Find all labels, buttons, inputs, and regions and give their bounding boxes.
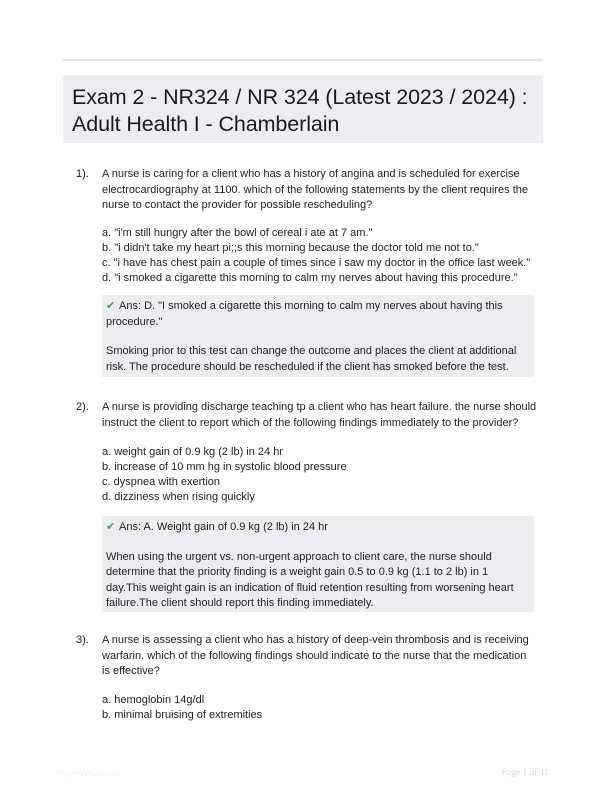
check-icon: ✔ <box>106 521 116 533</box>
question-number: 1). <box>76 168 89 180</box>
option-a: a. weight gain of 0.9 kg (2 lb) in 24 hr <box>102 446 283 458</box>
answer-text: Ans: D. "I smoked a cigarette this morning to calm my nerves about having this procedure." <box>106 300 503 328</box>
answer-text: Ans: A. Weight gain of 0.9 kg (2 lb) in 24 hr <box>119 521 328 533</box>
page-title: Exam 2 - NR324 / NR 324 (Latest 2023 / 2024) : Adult Health I - Chamberlain <box>72 85 528 136</box>
option-c: c. dyspnea with exertion <box>102 476 221 488</box>
question-number: 3). <box>76 634 89 646</box>
page-number: Page 1 of 11 <box>501 768 549 778</box>
answer-line <box>106 299 530 330</box>
question-number: 2). <box>76 401 89 413</box>
top-divider <box>63 59 543 61</box>
answer-line <box>106 520 530 536</box>
answer-box <box>102 295 534 377</box>
option-d: d. dizziness when rising quickly <box>102 491 255 503</box>
option-d: d. "i smoked a cigarette this morning to calm my nerves about having this procedure." <box>102 272 518 284</box>
answer-box <box>102 516 534 612</box>
option-list <box>102 226 542 286</box>
watermark: PaperWhiz.com <box>57 768 117 778</box>
check-icon: ✔ <box>106 300 116 312</box>
option-a: a. "i'm still hungry after the bowl of cereal i ate at 7 am." <box>102 227 373 239</box>
title-box <box>63 75 543 143</box>
answer-explanation: Smoking prior to this test can change the outcome and places the client at additional risk. The procedure should be rescheduled if the client has smoked before the test. <box>106 345 517 373</box>
option-b: b. minimal bruising of extremities <box>102 709 263 721</box>
option-a: a. hemoglobin 14g/dl <box>102 694 205 706</box>
question-text: A nurse is providing discharge teaching tp a client who has heart failure. the nurse should instruct the client to report which of the following findings immediately to the provider? <box>102 401 537 429</box>
option-list <box>102 693 542 723</box>
option-b: b. increase of 10 mm hg in systolic blood pressure <box>102 461 347 473</box>
option-c: c. "i have has chest pain a couple of times since i saw my doctor in the office last week." <box>102 257 531 269</box>
option-b: b. "i didn't take my heart pi;;s this morning because the doctor told me not to." <box>102 242 479 254</box>
answer-explanation: When using the urgent vs. non-urgent approach to client care, the nurse should determine that the priority finding is a weight gain 0.5 to 0.9 kg (1.1 to 2 lb) in 1 day.This weight gain is an indication of fluid retention resulting from worsening heart failure.The client should report this finding immediately. <box>106 550 514 609</box>
option-list <box>102 445 542 505</box>
question-text: A nurse is assessing a client who has a history of deep-vein thrombosis and is receiving warfarin. which of the following findings should indicate to the nurse that the medication is effective? <box>102 634 529 677</box>
question-text: A nurse is caring for a client who has a history of angina and is scheduled for exercise electrocardiography at 1100. which of the following statements by the client requires the nurse to contact the provider for possible rescheduling? <box>102 168 528 211</box>
